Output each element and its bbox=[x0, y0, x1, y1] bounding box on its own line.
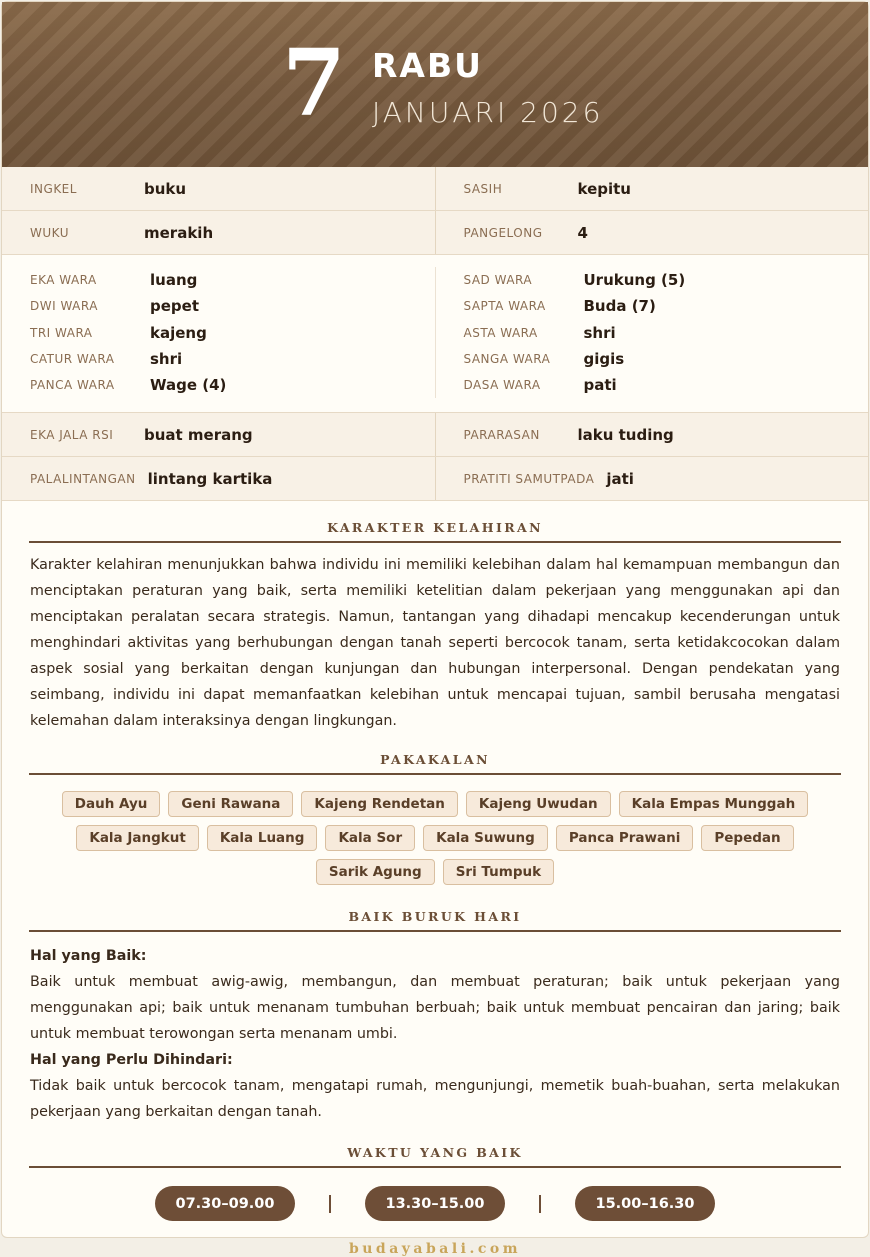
wara-row bbox=[30, 346, 435, 372]
info-label: PARARASAN bbox=[463, 427, 540, 442]
info-label: SASIH bbox=[463, 181, 503, 196]
info-cell-pararasan bbox=[435, 413, 869, 456]
info-label: EKA JALA RSI bbox=[30, 427, 114, 442]
baik-buruk-title: BAIK BURUK HARI bbox=[29, 909, 841, 932]
wara-value: pati bbox=[583, 376, 617, 395]
wara-value: gigis bbox=[583, 350, 625, 369]
wara-label: EKA WARA bbox=[30, 273, 97, 288]
pakakalan-tag: Kala Empas Munggah bbox=[619, 791, 809, 817]
info-label: PALALINTANGAN bbox=[30, 471, 136, 486]
info-value: laku tuding bbox=[577, 425, 674, 444]
info-cell-sasih bbox=[435, 167, 869, 210]
info-value: kepitu bbox=[577, 179, 631, 198]
time-slot: 15.00–16.30 bbox=[575, 1186, 715, 1221]
wara-table bbox=[2, 255, 868, 413]
date-header bbox=[2, 2, 868, 167]
pakakalan-tag: Kajeng Uwudan bbox=[466, 791, 611, 817]
pakakalan-tag: Kala Luang bbox=[207, 825, 318, 851]
info-row-wuku-pangelong bbox=[2, 211, 868, 255]
pakakalan-tags bbox=[52, 791, 818, 885]
wara-row bbox=[30, 293, 435, 319]
wara-row bbox=[464, 372, 869, 398]
wara-row bbox=[30, 372, 435, 398]
wara-row bbox=[30, 267, 435, 293]
good-times bbox=[2, 1186, 868, 1221]
info-cell-ingkel bbox=[2, 167, 435, 210]
info-label: INGKEL bbox=[30, 181, 77, 196]
wara-value: shri bbox=[150, 350, 183, 369]
info-label: PRATITI SAMUTPADA bbox=[463, 471, 595, 486]
waktu-title: WAKTU YANG BAIK bbox=[29, 1145, 841, 1168]
wara-value: Urukung (5) bbox=[583, 271, 686, 290]
time-separator bbox=[539, 1195, 541, 1213]
info-row-ingkel-sasih bbox=[2, 167, 868, 211]
wara-value: Buda (7) bbox=[583, 297, 656, 316]
info-cell-wuku bbox=[2, 211, 435, 254]
pakakalan-tag: Dauh Ayu bbox=[62, 791, 161, 817]
good-text: Baik untuk membuat awig-awig, membangun, dan membuat peraturan; baik untuk pekerjaan yang menggunakan api; baik untuk menanam tumbuhan berbuah; baik untuk membuat pencairan dan jaring; baik untuk membuat terowongan serta menanam umbi. bbox=[30, 974, 840, 1043]
good-heading: Hal yang Baik: bbox=[30, 948, 147, 965]
info-value: jati bbox=[606, 469, 634, 488]
info-cell-pangelong bbox=[435, 211, 869, 254]
site-footer: budayabali.com bbox=[348, 1241, 522, 1257]
info-cell-palalintangan bbox=[2, 457, 435, 500]
wara-row bbox=[30, 320, 435, 346]
wara-value: luang bbox=[150, 271, 198, 290]
pakakalan-tag: Sarik Agung bbox=[316, 859, 435, 885]
bad-text: Tidak baik untuk bercocok tanam, mengatapi rumah, mengunjungi, memetik buah-buahan, serta melakukan pekerjaan yang berkaitan dengan tanah. bbox=[30, 1078, 840, 1121]
wara-label: DWI WARA bbox=[30, 299, 98, 314]
pakakalan-title: PAKAKALAN bbox=[29, 752, 841, 775]
pakakalan-tag: Sri Tumpuk bbox=[443, 859, 554, 885]
info-cell-eka-jala-rsi bbox=[2, 413, 435, 456]
month-year: JANUARI 2026 bbox=[372, 96, 604, 129]
pakakalan-tag: Kajeng Rendetan bbox=[301, 791, 458, 817]
wara-label: CATUR WARA bbox=[30, 352, 115, 367]
wara-row bbox=[464, 293, 869, 319]
time-slot: 13.30–15.00 bbox=[365, 1186, 505, 1221]
time-slot: 07.30–09.00 bbox=[155, 1186, 295, 1221]
wara-value: kajeng bbox=[150, 323, 207, 342]
day-name: RABU bbox=[372, 46, 483, 85]
wara-label: SAD WARA bbox=[463, 273, 533, 288]
wara-label: PANCA WARA bbox=[30, 378, 115, 393]
info-cell-pratiti-samutpada bbox=[435, 457, 869, 500]
wara-value: Wage (4) bbox=[150, 376, 227, 395]
wara-column-right bbox=[435, 267, 869, 398]
wara-row bbox=[464, 346, 869, 372]
wara-label: SAPTA WARA bbox=[463, 299, 546, 314]
karakter-title: KARAKTER KELAHIRAN bbox=[29, 520, 841, 543]
info-label: PANGELONG bbox=[463, 225, 543, 240]
pakakalan-tag: Kala Sor bbox=[325, 825, 415, 851]
info-value: buku bbox=[144, 179, 187, 198]
pakakalan-tag: Kala Suwung bbox=[423, 825, 548, 851]
wara-column-left bbox=[2, 267, 435, 398]
info-row-palalintangan-pratiti bbox=[2, 457, 868, 501]
info-value: 4 bbox=[577, 223, 588, 242]
info-row-ekajala-pararasan bbox=[2, 413, 868, 457]
pakakalan-tag: Geni Rawana bbox=[168, 791, 293, 817]
pakakalan-tag: Kala Jangkut bbox=[76, 825, 198, 851]
day-number: 7 bbox=[282, 29, 347, 137]
wara-value: pepet bbox=[150, 297, 199, 316]
wara-value: shri bbox=[583, 323, 616, 342]
pakakalan-tag: Pepedan bbox=[701, 825, 793, 851]
info-value: merakih bbox=[144, 223, 214, 242]
wara-row bbox=[464, 320, 869, 346]
wara-label: ASTA WARA bbox=[463, 325, 538, 340]
bad-heading: Hal yang Perlu Dihindari: bbox=[30, 1052, 233, 1069]
wara-label: TRI WARA bbox=[30, 325, 93, 340]
wara-row bbox=[464, 267, 869, 293]
wara-label: DASA WARA bbox=[463, 378, 541, 393]
time-separator bbox=[329, 1195, 331, 1213]
pakakalan-tag: Panca Prawani bbox=[556, 825, 694, 851]
info-value: lintang kartika bbox=[147, 469, 273, 488]
info-value: buat merang bbox=[144, 425, 253, 444]
calendar-card bbox=[1, 1, 869, 1257]
wara-label: SANGA WARA bbox=[463, 352, 551, 367]
info-label: WUKU bbox=[30, 225, 69, 240]
karakter-text: Karakter kelahiran menunjukkan bahwa individu ini memiliki kelebihan dalam hal kemampuan membangun dan menciptakan peraturan yang baik, serta memiliki ketelitian dalam pekerjaan yang menggunakan api dan menciptakan peralatan secara strategis. Namun, tantangan yang dihadapi mencakup kecenderungan untuk menghindari aktivitas yang berhubungan dengan tanah seperti bercocok tanam, serta ketidakcocokan dalam aspek sosial yang berkaitan dengan kunjungan dan hubungan interpersonal. Dengan pendekatan yang seimbang, individu ini dapat memanfaatkan kelebihan untuk mencapai tujuan, sambil berusaha mengatasi kelemahan dalam interaksinya dengan lingkungan. bbox=[30, 557, 840, 730]
